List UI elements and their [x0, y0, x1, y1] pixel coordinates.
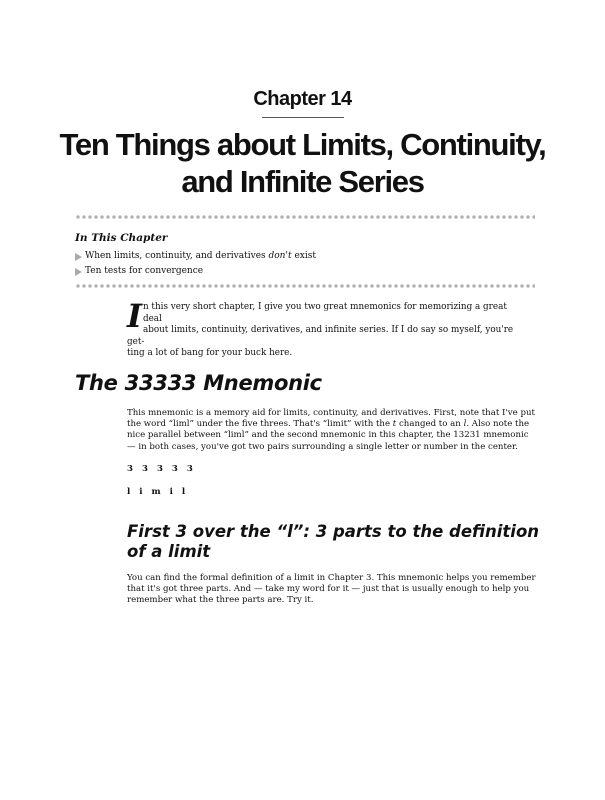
- mnemonic-threes: 3 3 3 3 3: [127, 464, 196, 474]
- triangle-bullet-icon: [75, 268, 82, 276]
- section-2-paragraph: You can find the formal definition of a limit in Chapter 3. This mnemonic helps you remember that it's got three parts. And — take my word for it — just that is usually enough to help you remember what the three parts are. Try it.: [127, 573, 536, 606]
- paragraph-text-b: changed to an: [396, 419, 464, 430]
- paragraph-text-c: . Also note the nice parallel between “liml” and the second mnemonic in this chapter, the 13231 mnemonic — in both cases, you've got two pairs surrounding a single letter or number in the center.: [127, 419, 530, 452]
- chapter-label-underline: [262, 117, 344, 118]
- intro-line-3: ting a lot of bang for your buck here.: [127, 348, 293, 358]
- subsection-heading-first-3: [127, 522, 547, 562]
- list-item-text: [85, 249, 316, 264]
- in-this-chapter-heading: In This Chapter: [75, 232, 168, 244]
- list-item: [75, 264, 316, 279]
- chapter-title-line-2: and Infinite Series: [181, 164, 424, 199]
- section-1-paragraph: [127, 408, 537, 453]
- list-item-emphasis: don't: [268, 251, 292, 261]
- intro-paragraph: [127, 297, 527, 360]
- list-item: [75, 249, 316, 264]
- dotted-divider-top: [75, 215, 535, 219]
- intro-line-2: about limits, continuity, derivatives, and infinite series. If I do say so myself, you're get-: [127, 325, 514, 347]
- chapter-label: Chapter 14: [253, 88, 352, 110]
- chapter-topics-list: [75, 249, 316, 279]
- subsection-heading-line-1: First 3 over the “l”: 3 parts to the definition: [127, 522, 540, 541]
- dotted-divider-bottom: [75, 284, 535, 288]
- subsection-heading-line-2: of a limit: [127, 542, 211, 561]
- list-item-text-b: exist: [291, 251, 316, 261]
- drop-cap: I: [127, 297, 142, 335]
- section-heading-33333-mnemonic: The 33333 Mnemonic: [75, 371, 322, 395]
- chapter-title: [40, 126, 565, 200]
- triangle-bullet-icon: [75, 253, 82, 261]
- list-item-text-a: When limits, continuity, and derivatives: [85, 251, 269, 261]
- intro-line-1: n this very short chapter, I give you two great mnemonics for memorizing a great deal: [142, 302, 507, 324]
- chapter-title-line-1: Ten Things about Limits, Continuity,: [59, 127, 546, 162]
- mnemonic-liml: l i m i l: [127, 487, 189, 497]
- paragraph-text-a: This mnemonic is a memory aid for limits, continuity, and derivatives. First, note that I've put the word “liml” under the five threes. That's “limit” with the: [127, 408, 535, 430]
- list-item-text: Ten tests for convergence: [85, 266, 204, 276]
- italic-letter-t: t: [392, 419, 397, 430]
- italic-letter-l: l: [463, 419, 467, 430]
